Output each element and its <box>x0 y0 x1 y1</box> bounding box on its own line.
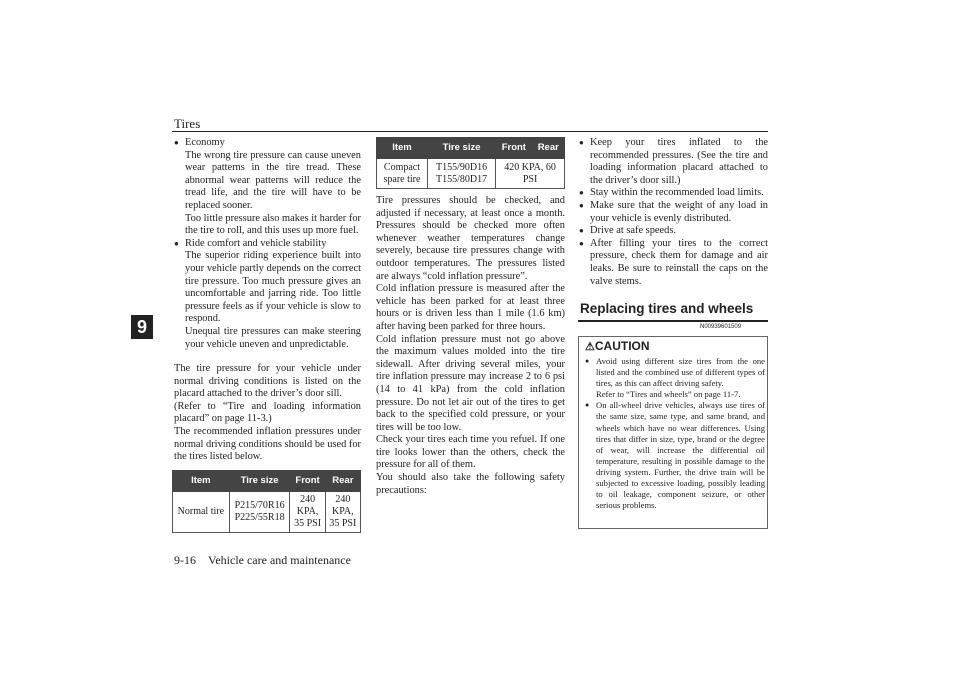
mid-p1: Tire pressures should be checked, and adjusted if necessary, at least once a month. Pressures should be checked more often whenever weather temperatures change severely, because tire pressures change with outdoor temperatures. The pressures listed are always “cold inflation pressure”. <box>376 195 565 282</box>
pressure-para-3: The recommended inflation pressures under normal driving conditions should be used for the tires listed below. <box>174 426 362 463</box>
pressure-para-2: (Refer to “Tire and loading information placard” on page 11-3.) <box>174 400 361 425</box>
cell-size: T155/90D16 T155/80D17 <box>427 159 495 189</box>
col-size: Tire size <box>427 138 495 159</box>
safety-bullet: ● Drive at safe speeds. <box>579 225 676 237</box>
caution-title: ⚠CAUTION <box>585 339 650 353</box>
bullet-icon: ● <box>579 138 584 147</box>
col-front: Front <box>496 138 532 159</box>
safety-bullet: ● Make sure that the weight of any load in your vehicle is evenly distributed. <box>579 199 768 224</box>
bullet-icon: ● <box>579 226 584 236</box>
cell-pressure: 420 KPA, 60 PSI <box>496 159 565 189</box>
bullet-icon: ● <box>585 357 590 365</box>
mid-p5: You should also take the following safety precautions: <box>376 472 565 496</box>
cell-item: Normal tire <box>173 492 230 533</box>
mid-p3: Cold inflation pressure must not go above the maximum values molded into the tire sidewall. After driving several miles, your tire inflation pressure may increase 2 to 6 psi (14 to 41 kPa) from the cold inflation pressure. Do not let air out of the tires to get back to the specified cold pressure, or your tires will be too low. <box>376 333 565 433</box>
cell-item: Compact spare tire <box>377 159 428 189</box>
section-code: N00939601509 <box>700 324 742 330</box>
mid-p2: Cold inflation pressure is measured after the vehicle has been parked for at least three hours or is driven less than 1 mile (1.6 km) after having been parked for three hours. <box>376 283 565 332</box>
left-column <box>174 137 361 464</box>
header-rule <box>172 131 768 132</box>
chapter-tab: 9 <box>131 315 153 339</box>
safety-bullet: ● Stay within the recommended load limits. <box>579 187 764 199</box>
col-rear: Rear <box>325 471 360 492</box>
chapter-name: Vehicle care and maintenance <box>208 553 351 567</box>
middle-column <box>376 195 565 497</box>
col-rear: Rear <box>532 138 564 159</box>
header-title: Tires <box>174 116 201 131</box>
spare-tire-table <box>376 137 565 189</box>
right-column <box>579 137 768 288</box>
safety-bullet: ● Keep your tires inflated to the recommended pressures. (See the tire and loading information placard attached to the driver’s door sill.) <box>579 137 768 186</box>
bullet-icon: ● <box>579 188 584 198</box>
col-size: Tire size <box>229 471 290 492</box>
caution-text: ● Avoid using different size tires from the one listed and the combined use of different types of tires, as this can affect driving safety. Refer to “Tires and wheels” on page 11-7. ● On all-wheel drive vehicles, always use tires of the same size, same type, and same brand, and wheels which have no wear differences. Using tires that differ in size, type, brand or the degree of wear, will increase the differential oil temperature, resulting in possible damage to the driving system. Further, the drive train will be subjected to excessive loading, possibly leading to oil leakage, component seizure, or other serious problems. <box>585 356 765 511</box>
col-front: Front <box>290 471 325 492</box>
bullet-icon: ● <box>585 401 590 410</box>
page-number: 9-16 <box>174 553 196 567</box>
bullet-icon: ● <box>174 238 179 248</box>
ride-p2: Unequal tire pressures can make steering your vehicle uneven and unpredictable. <box>185 325 361 350</box>
mid-p4: Check your tires each time you refuel. If one tire looks lower than the others, check the pressure for all of them. <box>376 434 565 471</box>
ride-title: Ride comfort and vehicle stability <box>185 237 327 249</box>
section-rule <box>578 320 768 322</box>
warning-triangle-icon: ⚠ <box>585 341 595 353</box>
col-item: Item <box>173 471 230 492</box>
ride-p1: The superior riding experience built into your vehicle partly depends on the correct tire pressure. Too much pressure gives an uncomfortable and jarring ride. Too little pressure feels as if your vehicle is slow to respond. <box>185 250 361 325</box>
section-title: Replacing tires and wheels <box>580 301 754 316</box>
normal-tire-table <box>172 470 361 533</box>
safety-bullet: ● After filling your tires to the correct pressure, check them for damage and air leaks. Be sure to reinstall the caps on the valve stems. <box>579 237 768 287</box>
cell-front: 240 KPA, 35 PSI <box>290 492 325 533</box>
economy-p1: The wrong tire pressure can cause uneven wear patterns in the tire tread. These abnormal wear patterns will reduce the tread life, and the tire will have to be replaced sooner. <box>185 149 361 211</box>
bullet-icon: ● <box>579 238 584 248</box>
economy-p2: Too little pressure also makes it harder for the tire to roll, and this uses up more fuel. <box>185 212 361 237</box>
bullet-icon: ● <box>579 200 584 210</box>
cell-size: P215/70R16 P225/55R18 <box>229 492 290 533</box>
footer <box>174 553 351 568</box>
cell-rear: 240 KPA, 35 PSI <box>325 492 360 533</box>
bullet-economy <box>174 137 361 150</box>
economy-title: Economy <box>185 137 225 148</box>
bullet-ride <box>174 238 361 251</box>
col-item: Item <box>377 138 428 159</box>
pressure-para-1: The tire pressure for your vehicle under normal driving conditions is listed on the placard attached to the driver’s door sill. <box>174 363 361 400</box>
bullet-icon: ● <box>174 138 179 147</box>
